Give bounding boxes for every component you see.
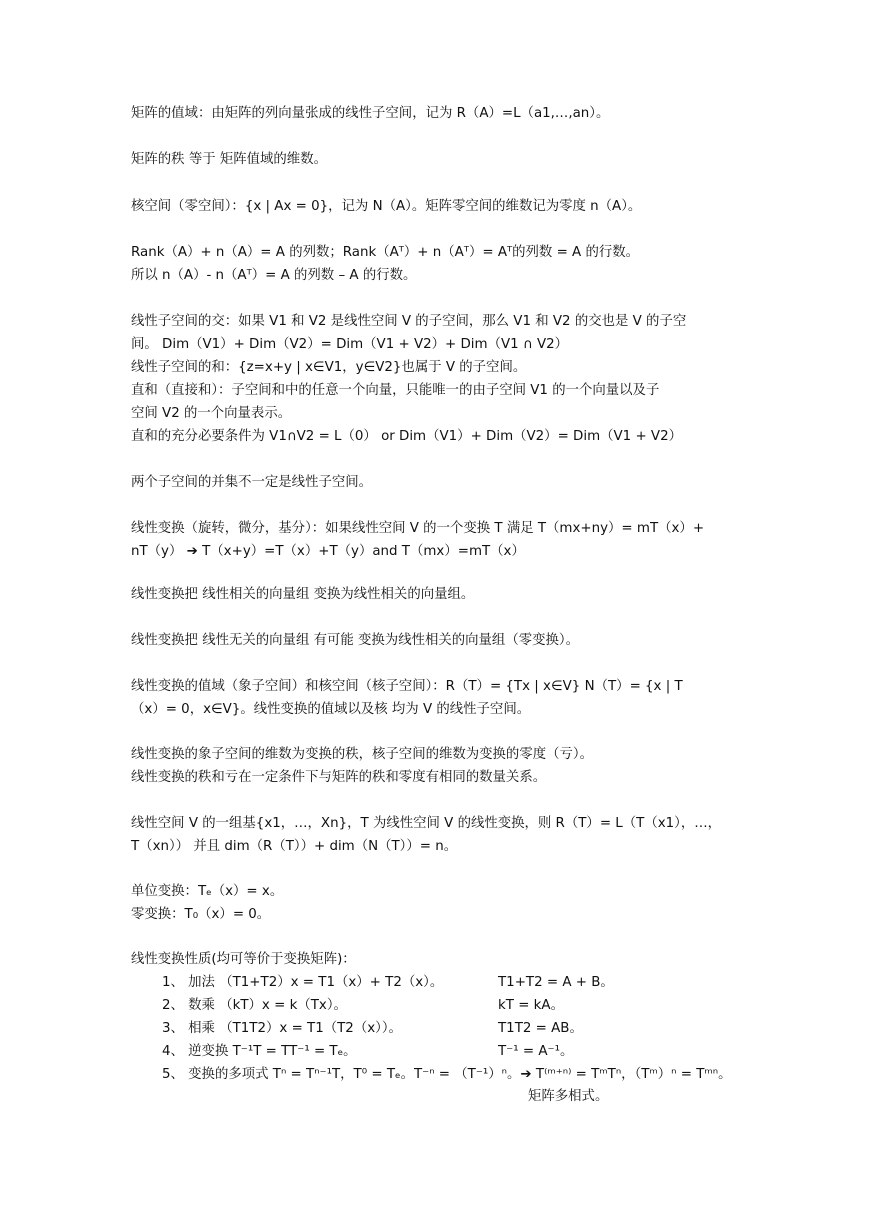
basis-line2: T（xn）） 并且 dim（R（T））+ dim（N（T））= n。 (131, 839, 458, 854)
null-space-definition: 核空间（零空间）：{x | Ax = 0}，记为 N（A）。矩阵零空间的维数记为零度 n（A）。 (131, 199, 642, 214)
property-add: 1、 加法 （T1+T2）x = T1（x）+ T2（x）。 (162, 975, 444, 990)
range-kernel-line1: 线性变换的值域（象子空间）和核空间（核子空间）：R（T）= {Tx | x∈V} N（T）= {x | T (131, 679, 683, 694)
union-note: 两个子空间的并集不一定是线性子空间。 (131, 475, 373, 490)
zero-transform: 零变换：T₀（x）= 0。 (131, 907, 271, 922)
property-product-matrix: T1T2 = AB。 (498, 1021, 583, 1036)
rank-definition: 矩阵的秩 等于 矩阵值域的维数。 (131, 152, 327, 167)
dependent-vectors-note: 线性变换把 线性相关的向量组 变换为线性相关的向量组。 (131, 587, 475, 602)
range-kernel-line2: （x）= 0，x∈V}。线性变换的值域以及核 均为 V 的线性子空间。 (131, 702, 531, 717)
property-polynomial: 5、 变换的多项式 Tⁿ = Tⁿ⁻¹T，T⁰ = Tₑ。T⁻ⁿ = （T⁻¹）ⁿ。➔ T⁽ᵐ⁺ⁿ⁾ = TᵐTⁿ，（Tᵐ）ⁿ = Tᵐⁿ。 (162, 1067, 732, 1082)
direct-sum-condition: 直和的充分必要条件为 V1∩V2 = L（0） or Dim（V1）+ Dim（V2）= Dim（V1 + V2） (131, 429, 683, 444)
property-scalar: 2、 数乘 （kT）x = k（Tx）。 (162, 998, 347, 1013)
linear-transform-line1: 线性变换（旋转，微分，基分）：如果线性空间 V 的一个变换 T 满足 T（mx+ny）= mT（x）+ (131, 521, 705, 536)
subspace-intersection-line1: 线性子空间的交：如果 V1 和 V2 是线性空间 V 的子空间，那么 V1 和 V2 的交也是 V 的子空 (131, 314, 687, 329)
property-inverse-matrix: T⁻¹ = A⁻¹。 (498, 1044, 574, 1059)
matrix-polynomial-note: 矩阵多相式。 (528, 1089, 609, 1104)
property-scalar-matrix: kT = kA。 (498, 998, 564, 1013)
property-inverse: 4、 逆变换 T⁻¹T = TT⁻¹ = Tₑ。 (162, 1044, 357, 1059)
subspace-sum: 线性子空间的和：{z=x+y | x∈V1，y∈V2}也属于 V 的子空间。 (131, 360, 527, 375)
range-definition: 矩阵的值域：由矩阵的列向量张成的线性子空间，记为 R（A）=L（a1,…,an）。 (131, 106, 610, 121)
independent-vectors-note: 线性变换把 线性无关的向量组 有可能 变换为线性相关的向量组（零变换）。 (131, 633, 579, 648)
direct-sum-line1: 直和（直接和）：子空间和中的任意一个向量，只能唯一的由子空间 V1 的一个向量以及子 (131, 383, 660, 398)
linear-transform-line2: nT（y） ➔ T（x+y）=T（x）+T（y）and T（mx）=mT（x） (131, 544, 525, 559)
property-add-matrix: T1+T2 = A + B。 (498, 975, 614, 990)
direct-sum-line2: 空间 V2 的一个向量表示。 (131, 406, 292, 421)
rank-deficiency-line2: 线性变换的秩和亏在一定条件下与矩阵的秩和零度有相同的数量关系。 (131, 770, 547, 785)
identity-transform: 单位变换：Tₑ（x）= x。 (131, 884, 284, 899)
rank-deficiency-line1: 线性变换的象子空间的维数为变换的秩，核子空间的维数为变换的零度（亏）。 (131, 747, 593, 762)
properties-heading: 线性变换性质(均可等价于变换矩阵)： (131, 952, 356, 967)
basis-line1: 线性空间 V 的一组基{x1，…，Xn}，T 为线性空间 V 的线性变换，则 R（T）= L（T（x1），…， (131, 816, 722, 831)
rank-nullity-line: Rank（A）+ n（A）= A 的列数；Rank（Aᵀ）+ n（Aᵀ）= Aᵀ的列数 = A 的行数。 (131, 245, 640, 260)
property-product: 3、 相乘 （T1T2）x = T1（T2（x））。 (162, 1021, 402, 1036)
rank-nullity-consequence: 所以 n（A）- n（Aᵀ）= A 的列数 – A 的行数。 (131, 268, 417, 283)
subspace-intersection-line2: 间。 Dim（V1）+ Dim（V2）= Dim（V1 + V2）+ Dim（V1 ∩ V2） (131, 337, 569, 352)
